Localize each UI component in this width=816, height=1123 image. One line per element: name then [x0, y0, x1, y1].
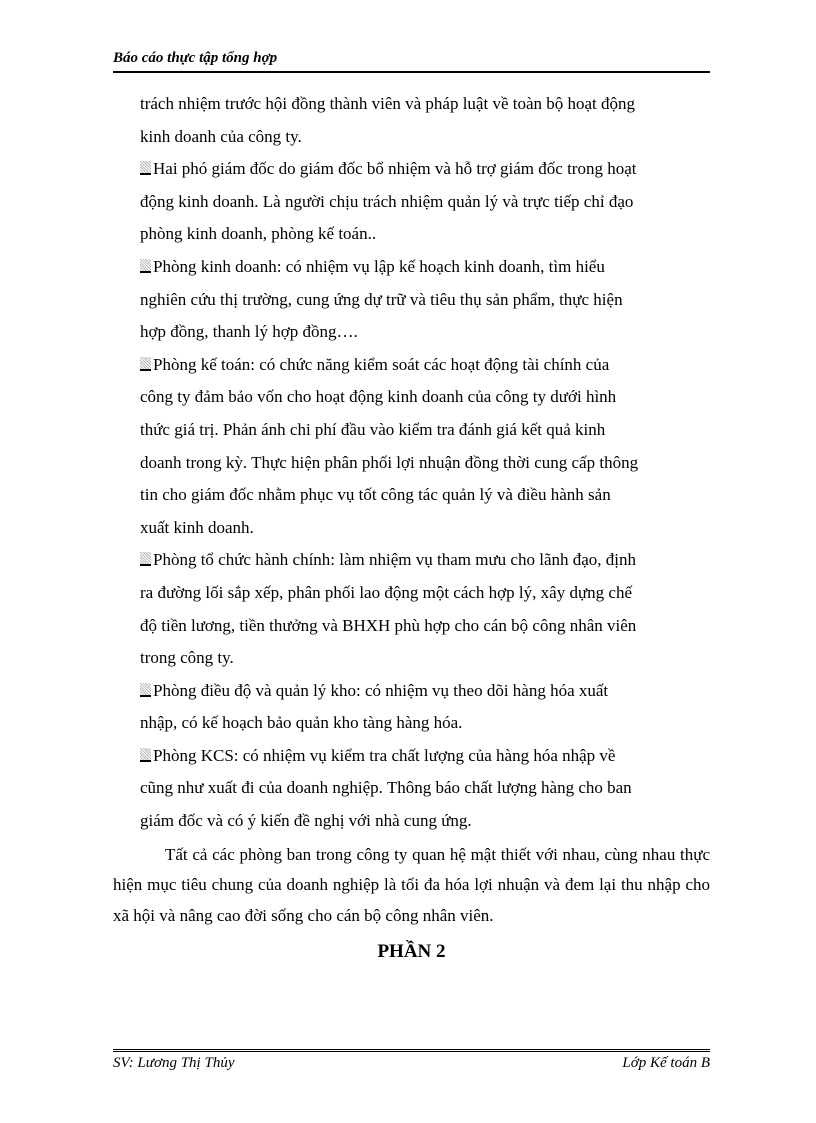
text-line: phòng kinh doanh, phòng kế toán.. [140, 224, 377, 244]
text-line: độ tiền lương, tiền thưởng và BHXH phù hợp cho cán bộ công nhân viên [140, 615, 637, 635]
text-line: ra đường lối sắp xếp, phân phối lao động một cách hợp lý, xây dựng chế [140, 582, 632, 602]
header-rule [113, 71, 710, 73]
document-body [113, 88, 710, 963]
department-item [113, 349, 710, 545]
text-line: trong công ty. [140, 648, 234, 668]
bullet-icon [140, 748, 151, 762]
department-item [113, 153, 710, 251]
section-title: PHẦN 2 [377, 941, 446, 963]
text-line: Hai phó giám đốc do giám đốc bổ nhiệm và hỗ trợ giám đốc trong hoạt [140, 153, 710, 186]
text-line: doanh trong kỳ. Thực hiện phân phối lợi nhuận đồng thời cung cấp thông [140, 452, 639, 472]
text-line: Phòng kế toán: có chức năng kiểm soát các hoạt động tài chính của [140, 349, 710, 382]
footer-class: Lớp Kế toán B [622, 1055, 710, 1071]
text-line: công ty đảm bảo vốn cho hoạt động kinh doanh của công ty dưới hình [140, 387, 617, 407]
text-line: giám đốc và có ý kiến đề nghị với nhà cung ứng. [140, 811, 472, 831]
text-line: Phòng tổ chức hành chính: làm nhiệm vụ tham mưu cho lãnh đạo, định [140, 544, 710, 577]
text-line: cũng như xuất đi của doanh nghiệp. Thông báo chất lượng hàng cho ban [140, 778, 632, 798]
department-list [113, 153, 710, 837]
text-line: kinh doanh của công ty. [140, 126, 302, 146]
text-line: động kinh doanh. Là người chịu trách nhiệm quản lý và trực tiếp chỉ đạo [140, 191, 634, 211]
text-line: hợp đồng, thanh lý hợp đồng…. [140, 322, 358, 342]
bullet-icon [140, 259, 151, 273]
closing-paragraph: Tất cả các phòng ban trong công ty quan hệ mật thiết với nhau, cùng nhau thực hiện mục tiêu chung của doanh nghiệp là tối đa hóa lợi nhuận và đem lại thu nhập cho xã hội và nâng cao đời sống cho cán bộ công nhân viên. [113, 844, 710, 925]
footer-student: SV: Lương Thị Thủy [113, 1055, 235, 1071]
footer-rule [113, 1049, 710, 1052]
page-footer [113, 1049, 710, 1072]
department-item [113, 544, 710, 674]
continuation-paragraph [113, 88, 710, 153]
bullet-icon [140, 161, 151, 175]
department-item [113, 675, 710, 740]
department-item [113, 251, 710, 349]
text-line: Phòng điều độ và quản lý kho: có nhiệm vụ theo dõi hàng hóa xuất [140, 675, 710, 708]
text-line: trách nhiệm trước hội đồng thành viên và pháp luật về toàn bộ hoạt động [140, 94, 636, 113]
bullet-icon [140, 683, 151, 697]
text-line: xuất kinh doanh. [140, 517, 254, 537]
bullet-icon [140, 552, 151, 566]
page-header [113, 48, 710, 73]
bullet-icon [140, 357, 151, 371]
text-line: nhập, có kế hoạch bảo quản kho tàng hàng hóa. [140, 713, 463, 733]
header-title: Báo cáo thực tập tổng hợp [113, 50, 278, 66]
text-line: nghiên cứu thị trường, cung ứng dự trữ và tiêu thụ sản phẩm, thực hiện [140, 289, 623, 309]
department-item [113, 740, 710, 838]
text-line: Phòng kinh doanh: có nhiệm vụ lập kế hoạch kinh doanh, tìm hiểu [140, 251, 710, 284]
text-line: Phòng KCS: có nhiệm vụ kiểm tra chất lượng của hàng hóa nhập về [140, 740, 710, 773]
text-line: thức giá trị. Phản ánh chi phí đầu vào kiểm tra đánh giá kết quả kinh [140, 419, 606, 439]
text-line: tin cho giám đốc nhằm phục vụ tốt công tác quản lý và điều hành sản [140, 485, 611, 505]
